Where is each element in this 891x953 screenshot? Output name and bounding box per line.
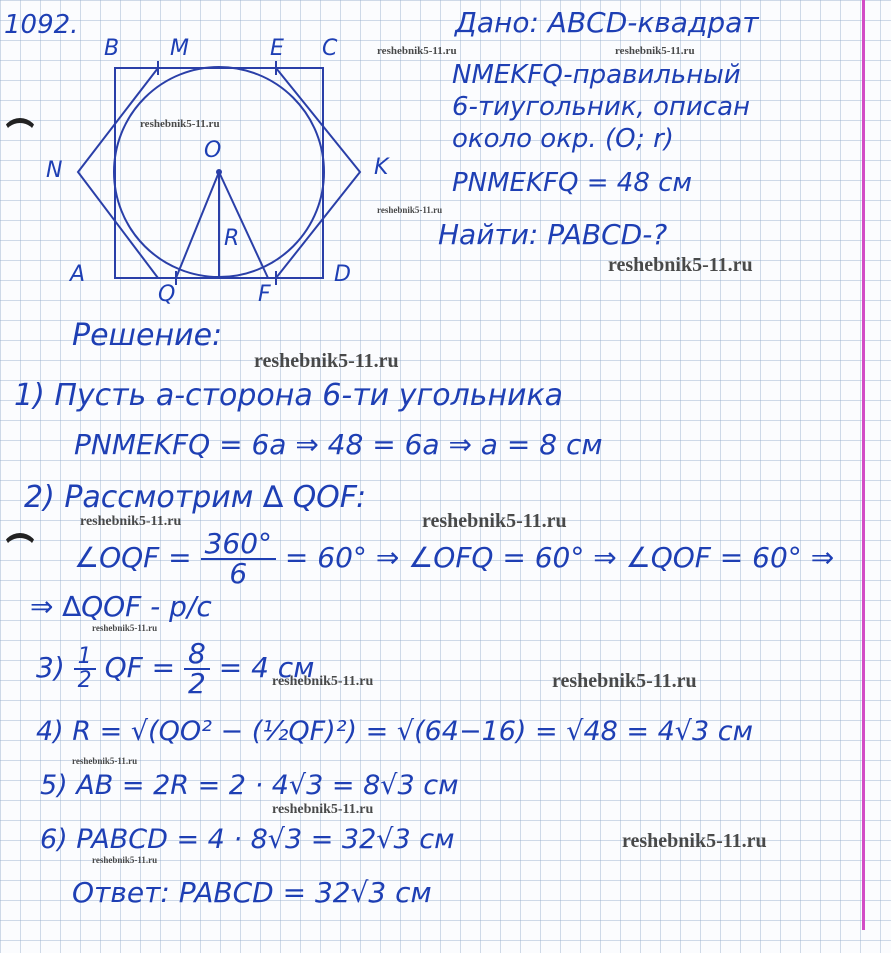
given-line-1: Дано: ABCD-квадрат [455, 6, 759, 39]
label-a: A [70, 262, 86, 287]
watermark: reshebnik5-11.ru [377, 45, 457, 57]
step-1-line-1: 1) Пусть a-сторона 6-ти угольника [14, 378, 564, 413]
watermark: reshebnik5-11.ru [377, 205, 443, 215]
center-dot [216, 169, 222, 175]
step-3-numerator: 8 [184, 640, 210, 670]
label-d: D [334, 262, 351, 287]
label-q: Q [158, 282, 176, 307]
given-line-5: PNMEKFQ = 48 см [452, 168, 693, 198]
answer-line: Ответ: PABCD = 32√3 см [72, 876, 432, 909]
label-k: K [374, 155, 389, 180]
label-r: R [224, 226, 240, 251]
label-c: C [322, 36, 338, 61]
label-e: E [270, 36, 284, 61]
step-3-mid: QF = [104, 651, 176, 684]
step-2-fraction [201, 527, 276, 590]
given-line-2: NMEKFQ-правильный [452, 60, 741, 90]
step-2-left: ∠OQF = [74, 541, 192, 574]
watermark: reshebnik5-11.ru [622, 830, 767, 852]
step-6-line: 6) PABCD = 4 · 8√3 = 32√3 см [40, 824, 455, 855]
watermark: reshebnik5-11.ru [140, 118, 220, 130]
watermark: reshebnik5-11.ru [80, 514, 182, 529]
watermark: reshebnik5-11.ru [552, 670, 697, 692]
watermark: reshebnik5-11.ru [72, 756, 138, 766]
label-m: M [170, 36, 189, 61]
solution-heading: Решение: [72, 318, 223, 353]
step-5-line: 5) AB = 2R = 2 · 4√3 = 8√3 см [40, 770, 459, 801]
label-f: F [258, 282, 271, 307]
step-3-prefix: 3) [36, 651, 65, 684]
given-line-6: Найти: PABCD-? [438, 218, 668, 251]
watermark: reshebnik5-11.ru [92, 623, 158, 633]
step-2-line-2 [74, 527, 835, 590]
step-3-right: = 4 см [218, 651, 315, 684]
step-2-right: = 60° ⇒ ∠OFQ = 60° ⇒ ∠QOF = 60° ⇒ [284, 541, 835, 574]
watermark: reshebnik5-11.ru [272, 802, 374, 817]
label-b: B [104, 36, 120, 61]
step-2-line-1: 2) Рассмотрим ∆ QOF: [24, 480, 367, 515]
segment-of [219, 172, 268, 278]
label-o: O [204, 138, 222, 163]
given-line-4: около окр. (O; r) [452, 124, 674, 154]
segment-oq [176, 172, 219, 278]
step-4-line: 4) R = √(QO² − (½QF)²) = √(64−16) = √48 = 4√3 см [36, 716, 753, 747]
step-3-denominator: 2 [187, 667, 206, 700]
watermark: reshebnik5-11.ru [272, 674, 374, 689]
step-3-half-num: 1 [74, 646, 96, 670]
watermark: reshebnik5-11.ru [254, 350, 399, 372]
watermark: reshebnik5-11.ru [92, 855, 158, 865]
step-3-fraction [184, 637, 210, 700]
watermark: reshebnik5-11.ru [615, 45, 695, 57]
watermark: reshebnik5-11.ru [608, 254, 753, 276]
step-2-denominator: 6 [229, 557, 248, 590]
step-2-numerator: 360° [201, 530, 276, 560]
label-n: N [46, 158, 63, 183]
problem-number: 1092. [4, 10, 79, 40]
given-line-3: 6-тиугольник, описан [452, 92, 751, 122]
step-3-half [74, 646, 96, 692]
step-3-half-den: 2 [77, 668, 92, 693]
step-1-line-2: PNMEKFQ = 6a ⇒ 48 = 6a ⇒ a = 8 см [74, 428, 603, 461]
watermark: reshebnik5-11.ru [422, 510, 567, 532]
step-2-line-3: ⇒ ∆QOF - р/с [30, 590, 212, 623]
